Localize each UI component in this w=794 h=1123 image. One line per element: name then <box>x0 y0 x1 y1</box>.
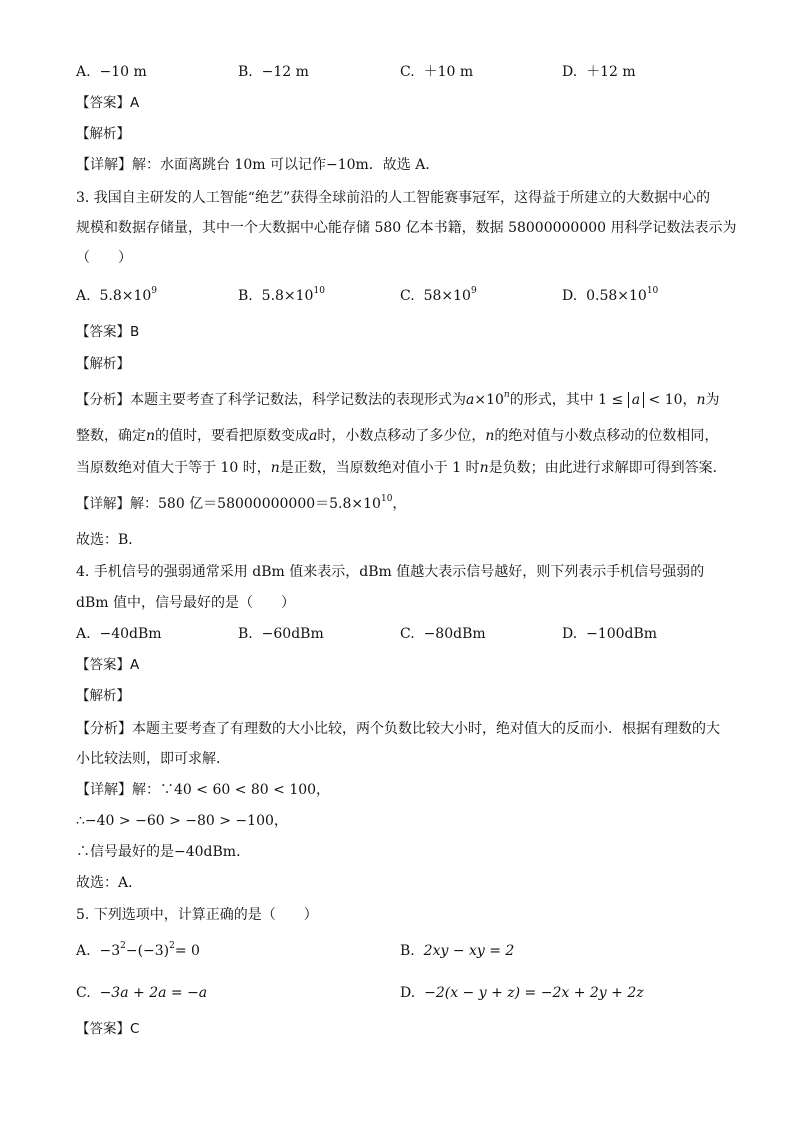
q3-stem-line-1: 3. 我国自主研发的人工智能“绝艺”获得全球前沿的人工智能赛事冠军，这得益于所建立的大数据中心的 <box>76 190 711 206</box>
q3-analysis-line-3: 当原数绝对值大于等于 10 时，n是正数，当原数绝对值小于 1 时n是负数；由此进行求解即可得到答案． <box>76 460 727 476</box>
q2-option-a: A. −10 m <box>76 64 147 80</box>
q4-detail-line-3: ∴信号最好的是−40dBm． <box>76 844 251 860</box>
q2-option-b: B. −12 m <box>238 64 309 80</box>
q2-analysis-heading: 【解析】 <box>76 126 130 142</box>
q5-option-a: A. $-3^2-(-3)^2= 0$ <box>76 941 200 959</box>
q4-detail-line-1: 【详解】解：∵40 < 60 < 80 < 100， <box>76 782 331 798</box>
q5-option-c: C. −3a + 2a = −a <box>76 985 208 1001</box>
q5-stem: 5. 下列选项中，计算正确的是（ ） <box>76 907 318 923</box>
q3-option-c: C. $58\times 10^9$ <box>400 286 477 304</box>
q3-analysis-line-2: 整数，确定n的值时，要看把原数变成a时，小数点移动了多少位，n的绝对值与小数点移动的位数相同， <box>76 428 719 444</box>
q3-option-d: D. $0.58\times 10^{10}$ <box>562 286 659 304</box>
q4-option-a: A. −40dBm <box>76 626 162 642</box>
q4-option-d: D. −100dBm <box>562 626 658 642</box>
q3-option-a: A. $5.8\times 10^9$ <box>76 286 158 304</box>
q4-analysis-line-1: 【分析】本题主要考查了有理数的大小比较，两个负数比较大小时，绝对值大的反而小．根据有理数的大 <box>76 721 720 737</box>
q5-option-d: D. −2(x − y + z) = −2x + 2y + 2z <box>400 985 644 1001</box>
q2-detail: 【详解】解：水面离跳台 10m 可以记作−10m．故选 A． <box>76 157 440 173</box>
q3-inequality: 1 ≤ a < 10， <box>598 392 697 408</box>
q4-choose: 故选：A． <box>76 875 143 891</box>
q5-answer: 【答案】C <box>76 1021 140 1037</box>
q3-stem-line-3: （ ） <box>76 250 132 266</box>
q3-analysis-tag: 【分析】 <box>76 392 130 408</box>
q3-choose: 故选：B． <box>76 532 143 548</box>
q2-option-d: D. ＋12 m <box>562 64 636 80</box>
q3-stem-line-2: 规模和数据存储量，其中一个大数据中心能存储 580 亿本书籍，数据 58000000000 用科学记数法表示为 <box>76 220 737 236</box>
q3-analysis-line-1: 【分析】本题主要考查了科学记数法，科学记数法的表现形式为$a\times 10^n$的形式，其中 1 ≤ a < 10，n为 <box>76 390 720 408</box>
q2-answer: 【答案】A <box>76 95 140 111</box>
q4-answer: 【答案】A <box>76 657 140 673</box>
q4-stem-line-2: dBm 值中，信号最好的是（ ） <box>76 595 295 611</box>
q4-analysis-line-2: 小比较法则，即可求解． <box>76 751 230 767</box>
q3-detail: 【详解】解：580 亿$=58000000000=5.8\times 10^{10}$， <box>76 494 407 512</box>
q4-option-b: B. −60dBm <box>238 626 324 642</box>
q2-option-c: C. ＋10 m <box>400 64 474 80</box>
q4-stem-line-1: 4. 手机信号的强弱通常采用 dBm 值来表示，dBm 值越大表示信号越好，则下列表示手机信号强弱的 <box>76 564 705 580</box>
q3-option-b: B. $5.8\times 10^{10}$ <box>238 286 325 304</box>
q5-option-b: B. 2xy − xy = 2 <box>400 943 515 959</box>
q4-detail-line-2: ∴−40 > −60 > −80 > −100， <box>76 813 288 829</box>
q4-option-c: C. −80dBm <box>400 626 486 642</box>
q3-analysis-heading: 【解析】 <box>76 356 130 372</box>
q4-analysis-heading: 【解析】 <box>76 688 130 704</box>
q3-answer: 【答案】B <box>76 324 140 340</box>
